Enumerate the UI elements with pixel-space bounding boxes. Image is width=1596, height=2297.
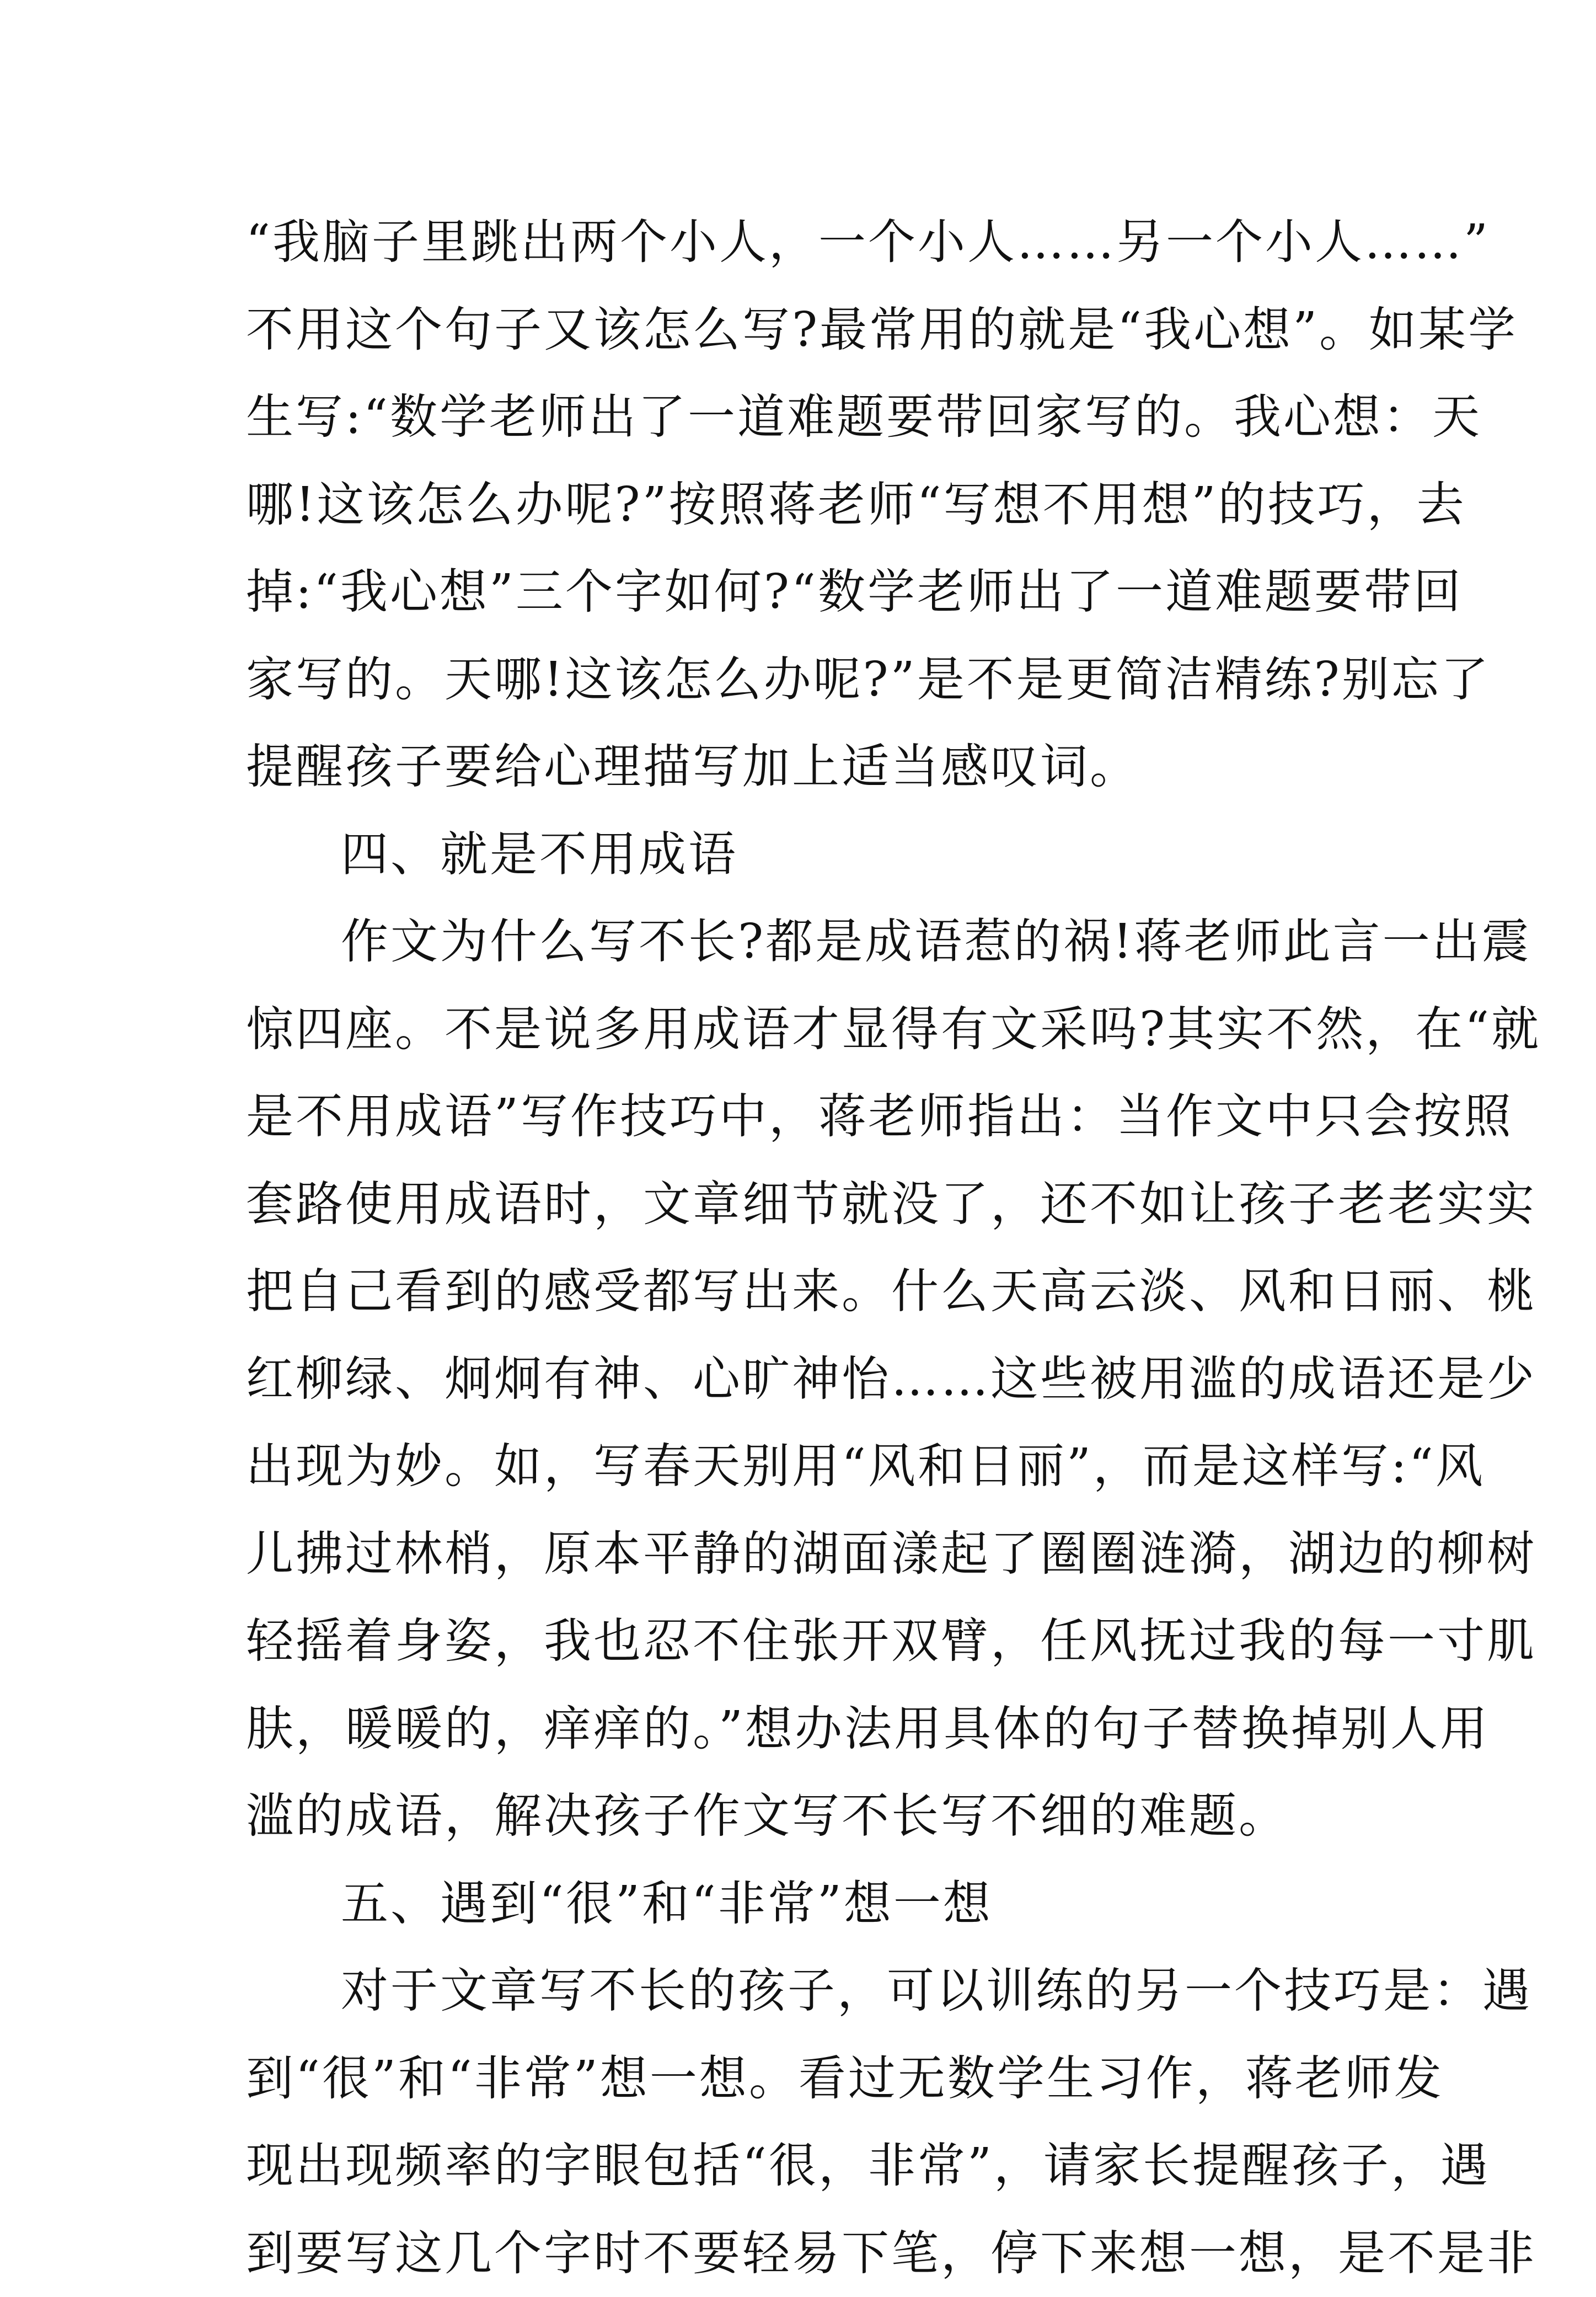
text-line: 生写:“数学老师出了一道难题要带回家写的。我心想：天	[246, 373, 1354, 461]
text-line: 红柳绿、炯炯有神、心旷神怡……这些被用滥的成语还是少	[246, 1336, 1354, 1423]
text-line: 到要写这几个字时不要轻易下笔，停下来想一想，是不是非	[246, 2210, 1354, 2297]
text-line: 家写的。天哪!这该怎么办呢?”是不是更简洁精练?别忘了	[246, 636, 1354, 724]
text-line: 哪!这该怎么办呢?”按照蒋老师“写想不用想”的技巧，去	[246, 461, 1354, 549]
section-heading: 四、就是不用成语	[246, 811, 1354, 899]
section-heading: 五、遇到“很”和“非常”想一想	[246, 1860, 1354, 1948]
text-line: 对于文章写不长的孩子，可以训练的另一个技巧是：遇	[246, 1947, 1354, 2035]
text-line: 儿拂过林梢，原本平静的湖面漾起了圈圈涟漪，湖边的柳树	[246, 1510, 1354, 1598]
text-line: 肤，暖暖的，痒痒的。”想办法用具体的句子替换掉别人用	[246, 1685, 1354, 1773]
text-line: 作文为什么写不长?都是成语惹的祸!蒋老师此言一出震	[246, 898, 1354, 986]
text-line: 套路使用成语时，文章细节就没了，还不如让孩子老老实实	[246, 1161, 1354, 1248]
text-line: 是不用成语”写作技巧中，蒋老师指出：当作文中只会按照	[246, 1073, 1354, 1161]
text-line: 轻摇着身姿，我也忍不住张开双臂，任风抚过我的每一寸肌	[246, 1598, 1354, 1685]
text-line: 不用这个句子又该怎么写?最常用的就是“我心想”。如某学	[246, 286, 1354, 374]
text-line: 把自己看到的感受都写出来。什么天高云淡、风和日丽、桃	[246, 1248, 1354, 1336]
text-line: “我脑子里跳出两个小人，一个小人……另一个小人……”	[246, 199, 1354, 286]
text-line: 出现为妙。如，写春天别用“风和日丽”，而是这样写:“风	[246, 1423, 1354, 1510]
text-line: 掉:“我心想”三个字如何?“数学老师出了一道难题要带回	[246, 548, 1354, 636]
body-text	[246, 199, 1354, 2297]
text-line: 惊四座。不是说多用成语才显得有文采吗?其实不然，在“就	[246, 986, 1354, 1073]
text-line: 到“很”和“非常”想一想。看过无数学生习作，蒋老师发	[246, 2035, 1354, 2123]
text-line: 现出现频率的字眼包括“很，非常”，请家长提醒孩子，遇	[246, 2122, 1354, 2210]
text-line: 提醒孩子要给心理描写加上适当感叹词。	[246, 723, 1354, 811]
text-line: 滥的成语，解决孩子作文写不长写不细的难题。	[246, 1772, 1354, 1860]
